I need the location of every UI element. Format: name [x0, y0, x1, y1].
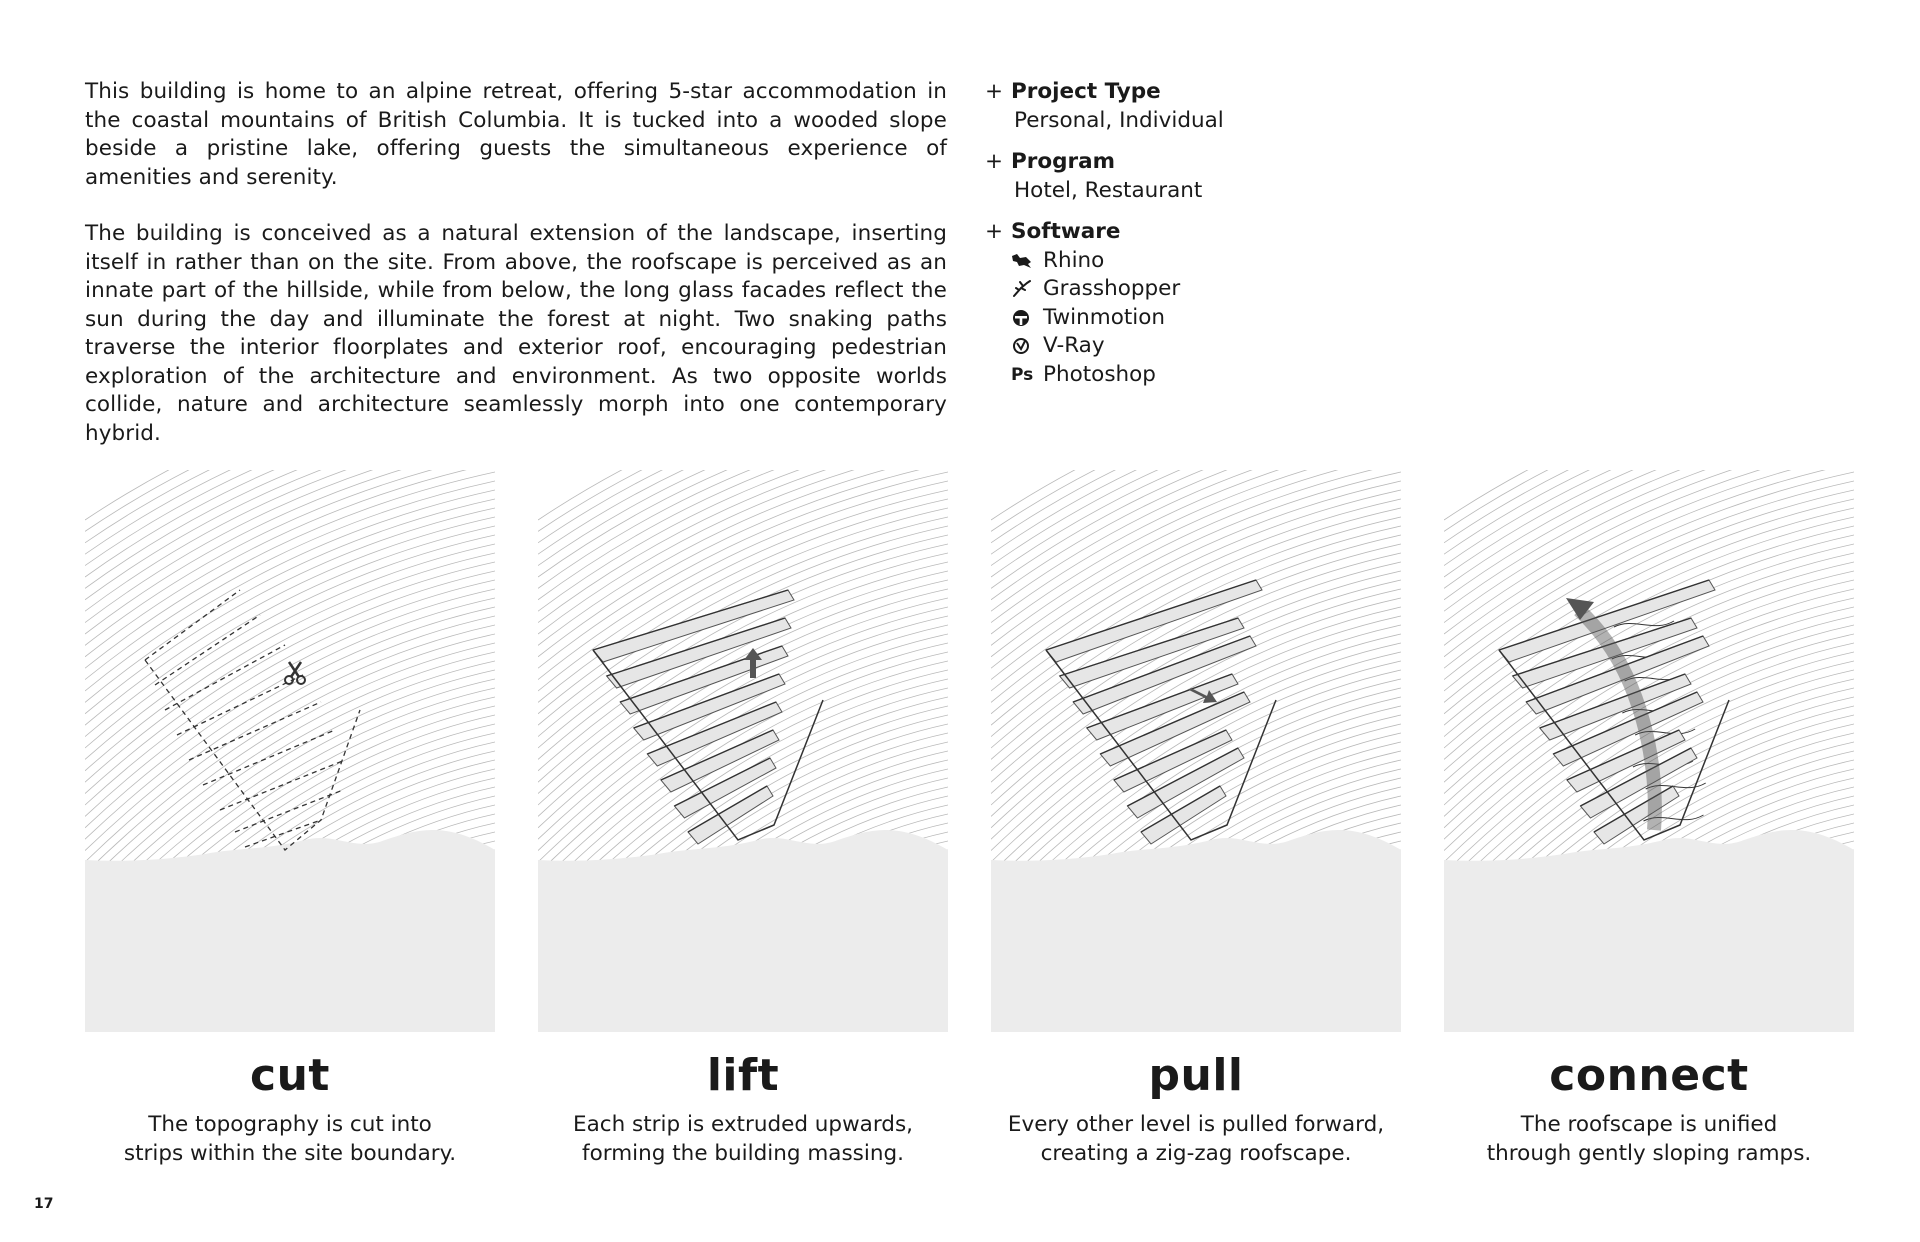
- contour-line: [85, 481, 495, 680]
- diagram-lift: [538, 470, 948, 1032]
- project-type-heading: Project Type: [1011, 79, 1161, 104]
- step-title-connect: connect: [1549, 1050, 1749, 1101]
- step-desc-connect: [1444, 1110, 1854, 1168]
- connect-illustration: [1444, 470, 1854, 1032]
- desc-line: Each strip is extruded upwards,: [573, 1112, 913, 1137]
- project-info: [985, 78, 1405, 402]
- contour-line: [991, 470, 1401, 543]
- contour-line: [1444, 470, 1854, 600]
- step-desc-lift: [538, 1110, 948, 1168]
- desc-line: The topography is cut into: [148, 1112, 432, 1137]
- contour-line: [1444, 470, 1854, 531]
- program-group: [985, 148, 1405, 205]
- step-title-lift: lift: [706, 1050, 780, 1101]
- plus-bullet: +: [985, 79, 1004, 104]
- diagram-cut: [85, 470, 495, 1032]
- contour-line: [85, 571, 495, 794]
- contour-line: [538, 470, 948, 520]
- vray-icon: [1011, 336, 1043, 356]
- contour-line: [991, 470, 1401, 531]
- contour-line: [85, 470, 495, 543]
- software-label: Grasshopper: [1043, 276, 1181, 301]
- desc-line: through gently sloping ramps.: [1486, 1141, 1812, 1166]
- step-title-pull: pull: [1148, 1050, 1244, 1101]
- desc-line: forming the building massing.: [582, 1141, 904, 1166]
- software-item-twinmotion: [1011, 304, 1405, 333]
- program-value: Hotel, Restaurant: [1014, 177, 1203, 203]
- software-item-vray: [1011, 332, 1405, 361]
- contour-line: [538, 470, 948, 543]
- project-type-value: Personal, Individual: [1014, 107, 1224, 133]
- project-type-group: [985, 78, 1405, 135]
- ground-plane: [1444, 830, 1854, 1032]
- contour-line: [538, 470, 948, 531]
- contour-line: [538, 470, 948, 657]
- software-item-rhino: [1011, 247, 1405, 276]
- extruded-strips: [593, 590, 823, 844]
- software-label: V-Ray: [1043, 333, 1105, 358]
- contour-line: [991, 470, 1401, 520]
- site-boundary: [145, 660, 360, 850]
- contour-line: [1444, 470, 1854, 543]
- strip-edge: [1046, 580, 1256, 650]
- diagram-connect: [1444, 470, 1854, 1032]
- software-label: Photoshop: [1043, 361, 1156, 387]
- contour-line: [85, 544, 495, 759]
- contour-line: [85, 470, 495, 531]
- step-title-cut: cut: [250, 1050, 330, 1101]
- contour-line: [85, 625, 495, 862]
- contour-line: [1444, 470, 1854, 520]
- site-cut-lines: [145, 590, 345, 847]
- contour-line: [85, 470, 495, 566]
- program-heading: Program: [1011, 149, 1116, 174]
- software-heading: Software: [1011, 219, 1121, 244]
- contour-line: [991, 470, 1401, 566]
- software-item-grasshopper: [1011, 275, 1405, 304]
- desc-line: creating a zig-zag roofscape.: [1040, 1141, 1352, 1166]
- lift-illustration: [538, 470, 948, 1032]
- description-paragraph-1: This building is home to an alpine retreat, offering 5-star accommodation in the coastal mountains of British Columbia. It is tucked into a wooded slope beside a pristine lake, offering guests the simultaneous experience of amenities and serenity.: [85, 79, 947, 190]
- scissors-icon: [285, 662, 305, 684]
- software-item-photoshop: [1011, 361, 1405, 390]
- contour-line: [85, 470, 495, 657]
- contour-line: [991, 470, 1401, 657]
- software-label: Twinmotion: [1043, 304, 1166, 330]
- rhino-icon: [1011, 252, 1043, 270]
- contour-line: [1444, 470, 1854, 566]
- ground-plane: [991, 830, 1401, 1032]
- photoshop-icon: Ps: [1011, 364, 1034, 385]
- ground-plane: [538, 830, 948, 1032]
- page-number: 17: [34, 1196, 54, 1212]
- grasshopper-icon: [1011, 279, 1043, 299]
- contour-line: [1444, 470, 1854, 657]
- diagram-pull: [991, 470, 1401, 1032]
- step-desc-cut: [85, 1110, 495, 1168]
- strip-edge: [593, 590, 788, 650]
- step-desc-pull: [991, 1110, 1401, 1168]
- contour-line: [538, 470, 948, 600]
- contour-line: [85, 470, 495, 600]
- software-label: Rhino: [1043, 247, 1105, 273]
- desc-line: The roofscape is unified: [1520, 1112, 1778, 1137]
- desc-line: Every other level is pulled forward,: [1007, 1112, 1385, 1137]
- cut-illustration: [85, 470, 495, 1032]
- contour-line: [85, 470, 495, 520]
- software-group: [985, 218, 1405, 389]
- plus-bullet: +: [985, 219, 1004, 244]
- description-paragraph-2: The building is conceived as a natural extension of the landscape, inserting itself in rather than on the site. From above, the roofscape is perceived as an innate part of the hillside, while from below, the long glass facades reflect the sun during the day and illuminate the forest at night. Two snaking paths traverse the interior floorplates and exterior roof, encouraging pedestrian exploration of the architecture and environment. As two opposite worlds collide, nature and architecture seamlessly morph into one contemporary hybrid.: [85, 221, 947, 446]
- project-description: [85, 78, 947, 448]
- ground-plane: [85, 830, 495, 1032]
- plus-bullet: +: [985, 149, 1004, 174]
- contour-line: [991, 470, 1401, 600]
- contour-line: [538, 470, 948, 566]
- pull-illustration: [991, 470, 1401, 1032]
- contour-line: [85, 470, 495, 634]
- twinmotion-icon: [1011, 308, 1043, 328]
- desc-line: strips within the site boundary.: [123, 1141, 457, 1166]
- contour-line: [85, 580, 495, 805]
- contour-line: [85, 517, 495, 725]
